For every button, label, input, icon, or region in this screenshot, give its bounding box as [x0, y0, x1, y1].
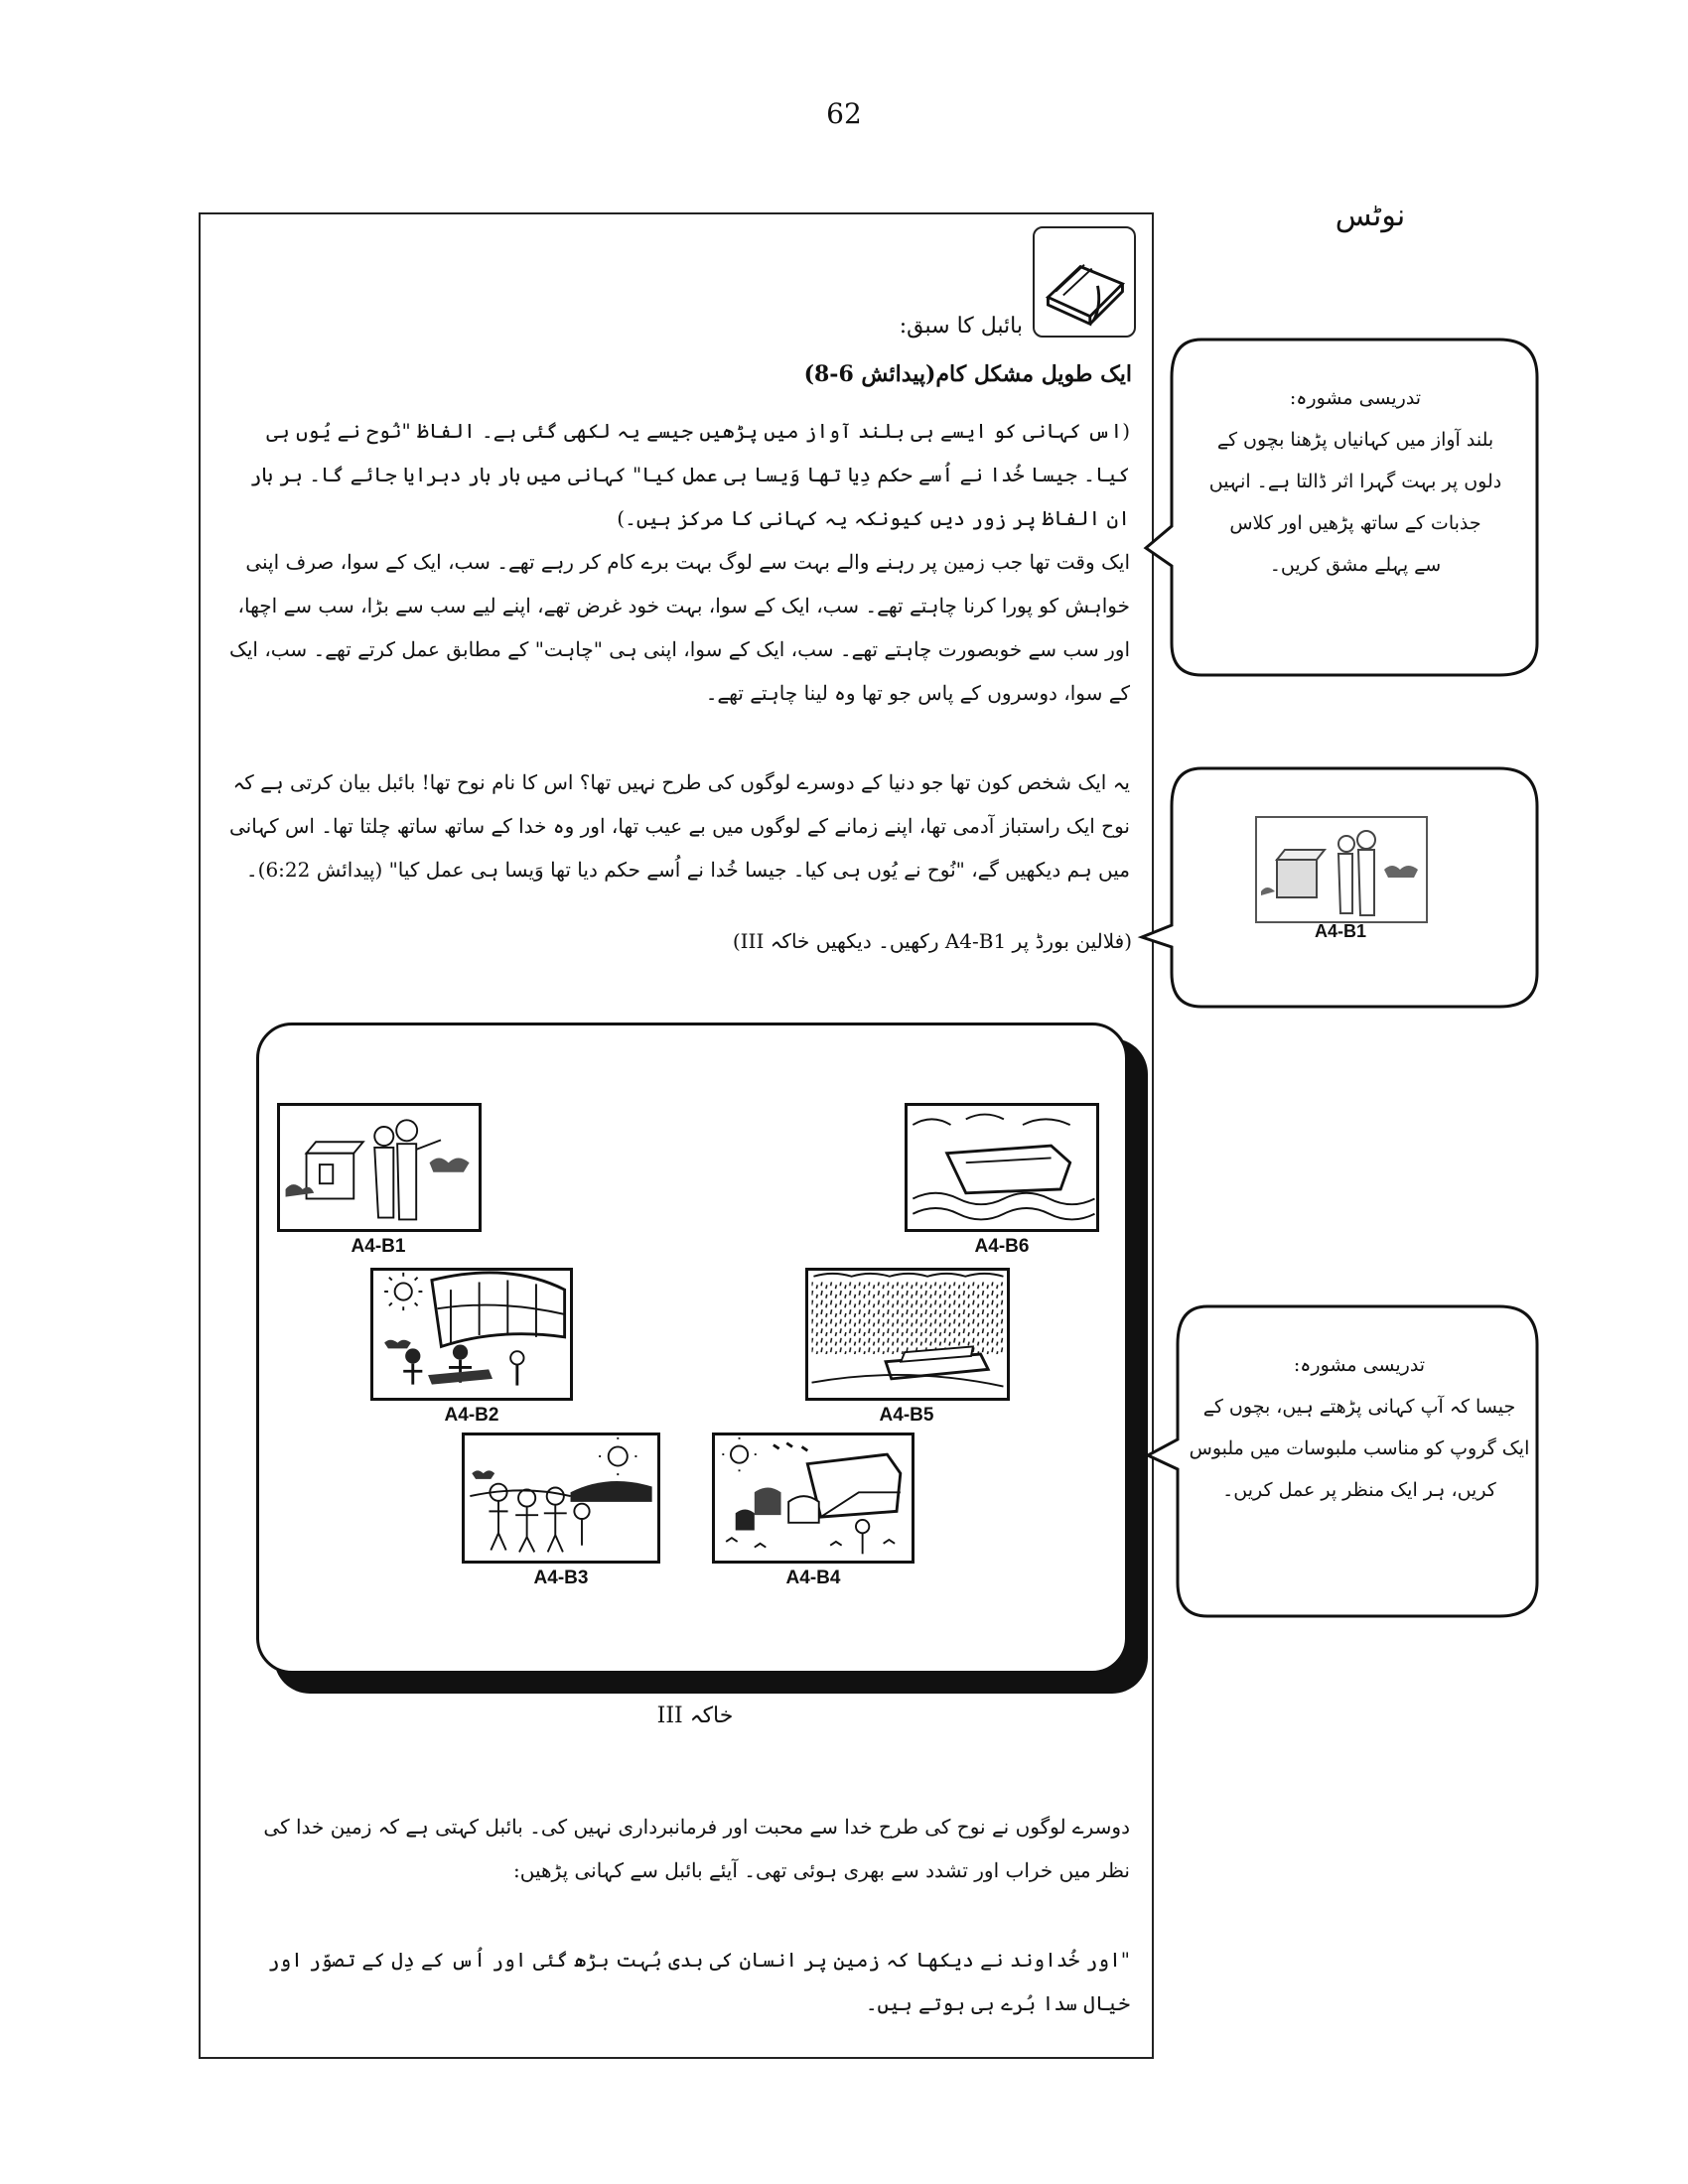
- lesson-label: بائبل کا سبق:: [899, 314, 1023, 339]
- tip1-line: سے پہلے مشق کریں۔: [1269, 554, 1442, 576]
- tip1-title: تدریسی مشورہ:: [1289, 387, 1422, 409]
- reading-instruction-paragraph: (اس کہانی کو ایسے ہی بلند آواز میں پڑھیں جیسے یہ لکھی گئی ہے۔ الفاظ "نُوح نے یُوں ہی کیا۔ جیسا خُدا نے اُسے حکم دِیا تھا وَیسا ہی عمل کیا" کہانی میں بار بار دہرایا جائے گا۔ ہر بار ان الفاظ پر زور دیں کیونکہ یہ کہانی کا مرکز ہیں۔): [249, 419, 1130, 530]
- page-number: 62: [826, 97, 862, 130]
- tip2-line: ایک گروپ کو مناسب ملبوسات میں ملبوس: [1189, 1437, 1530, 1459]
- tip2-line: کریں، ہر ایک منظر پر عمل کریں۔: [1222, 1479, 1496, 1501]
- notes-heading: نوٹس: [1335, 199, 1406, 233]
- lesson-title: ایک طویل مشکل کام(پیدائش 6-8): [803, 361, 1132, 387]
- scene-label-a4-b6: A4-B6: [974, 1236, 1030, 1257]
- scene-a4-b3: [462, 1433, 660, 1564]
- scene-a4-b1: [277, 1103, 482, 1232]
- story-paragraph-3: دوسرے لوگوں نے نوح کی طرح خدا سے محبت اور فرمانبرداری نہیں کی۔ بائبل کہتی ہے کہ زمین خدا کی نظر میں خراب اور تشدد سے بھری ہوئی تھی۔ آیئے بائبل سے کہانی پڑھیں:: [263, 1815, 1130, 1882]
- scene-a4-b5: [805, 1268, 1010, 1401]
- tip1-line: جذبات کے ساتھ پڑھیں اور کلاس: [1229, 512, 1481, 534]
- scene-label-a4-b1: A4-B1: [351, 1236, 406, 1257]
- thumbnail-scene-a4-b1: [1255, 816, 1428, 923]
- story-paragraph-1: ایک وقت تھا جب زمین پر رہنے والے بہت سے لوگ بہت برے کام کر رہے تھے۔ سب، ایک کے سوا، صرف اپنی خواہش کو پورا کرنا چاہتے تھے۔ سب، ایک کے سوا، بہت خود غرض تھے، اپنے لیے سب سے بڑا، سب سے اچھا، اور سب سے خوبصورت چاہتے تھے۔ سب، ایک کے سوا، اپنی ہی "چاہت" کے مطابق عمل کرتے تھے۔ سب، ایک کے سوا، دوسروں کے پاس جو تھا وہ لینا چاہتے تھے۔: [228, 550, 1130, 705]
- flannelboard-instruction: (فلالین بورڈ پر A4-B1 رکھیں۔ دیکھیں خاکہ III): [732, 929, 1132, 953]
- scene-label-a4-b5: A4-B5: [879, 1405, 934, 1426]
- tip1-line: بلند آواز میں کہانیاں پڑھنا بچوں کے: [1216, 429, 1494, 451]
- teaching-tip-callout-2: [1142, 1300, 1549, 1628]
- scene-a4-b4: [712, 1433, 914, 1564]
- tip2-line: جیسا کہ آپ کہانی پڑھتے ہیں، بچوں کے: [1202, 1396, 1516, 1418]
- scene-a4-b6: [905, 1103, 1099, 1232]
- figure-panel: [256, 1023, 1128, 1674]
- bible-book-icon: [1033, 226, 1136, 338]
- scripture-quote: "اور خُداوند نے دیکھا کہ زمین پر انسان کی بدی بُہت بڑھ گئی اور اُس کے دِل کے تصوّر اور خیال سدا بُرے ہی ہوتے ہیں۔: [267, 1948, 1130, 2015]
- story-paragraph-2: یہ ایک شخص کون تھا جو دنیا کے دوسرے لوگوں کی طرح نہیں تھا؟ اس کا نام نوح تھا! بائبل بیان کرتی ہے کہ نوح ایک راستباز آدمی تھا، اپنے زمانے کے لوگوں میں بے عیب تھا، اور وہ خدا کے ساتھ ساتھ چلتا تھا۔ اس کہانی میں ہم دیکھیں گے، "نُوح نے یُوں ہی کیا۔ جیسا خُدا نے اُسے حکم دیا تھا وَیسا ہی عمل کیا" (پیدائش 6:22)۔: [229, 770, 1130, 882]
- scene-label-a4-b3: A4-B3: [533, 1568, 589, 1588]
- thumbnail-label: A4-B1: [1314, 921, 1366, 941]
- tip1-line: دلوں پر بہت گہرا اثر ڈالتا ہے۔ انہیں: [1208, 471, 1502, 492]
- tip2-title: تدریسی مشورہ:: [1293, 1354, 1426, 1376]
- thumbnail-callout: [1132, 762, 1549, 1017]
- teaching-tip-callout-1: [1132, 328, 1549, 685]
- figure-caption: خاکہ III: [656, 1704, 734, 1728]
- scene-label-a4-b4: A4-B4: [785, 1568, 841, 1588]
- scene-label-a4-b2: A4-B2: [444, 1405, 499, 1426]
- scene-a4-b2: [370, 1268, 573, 1401]
